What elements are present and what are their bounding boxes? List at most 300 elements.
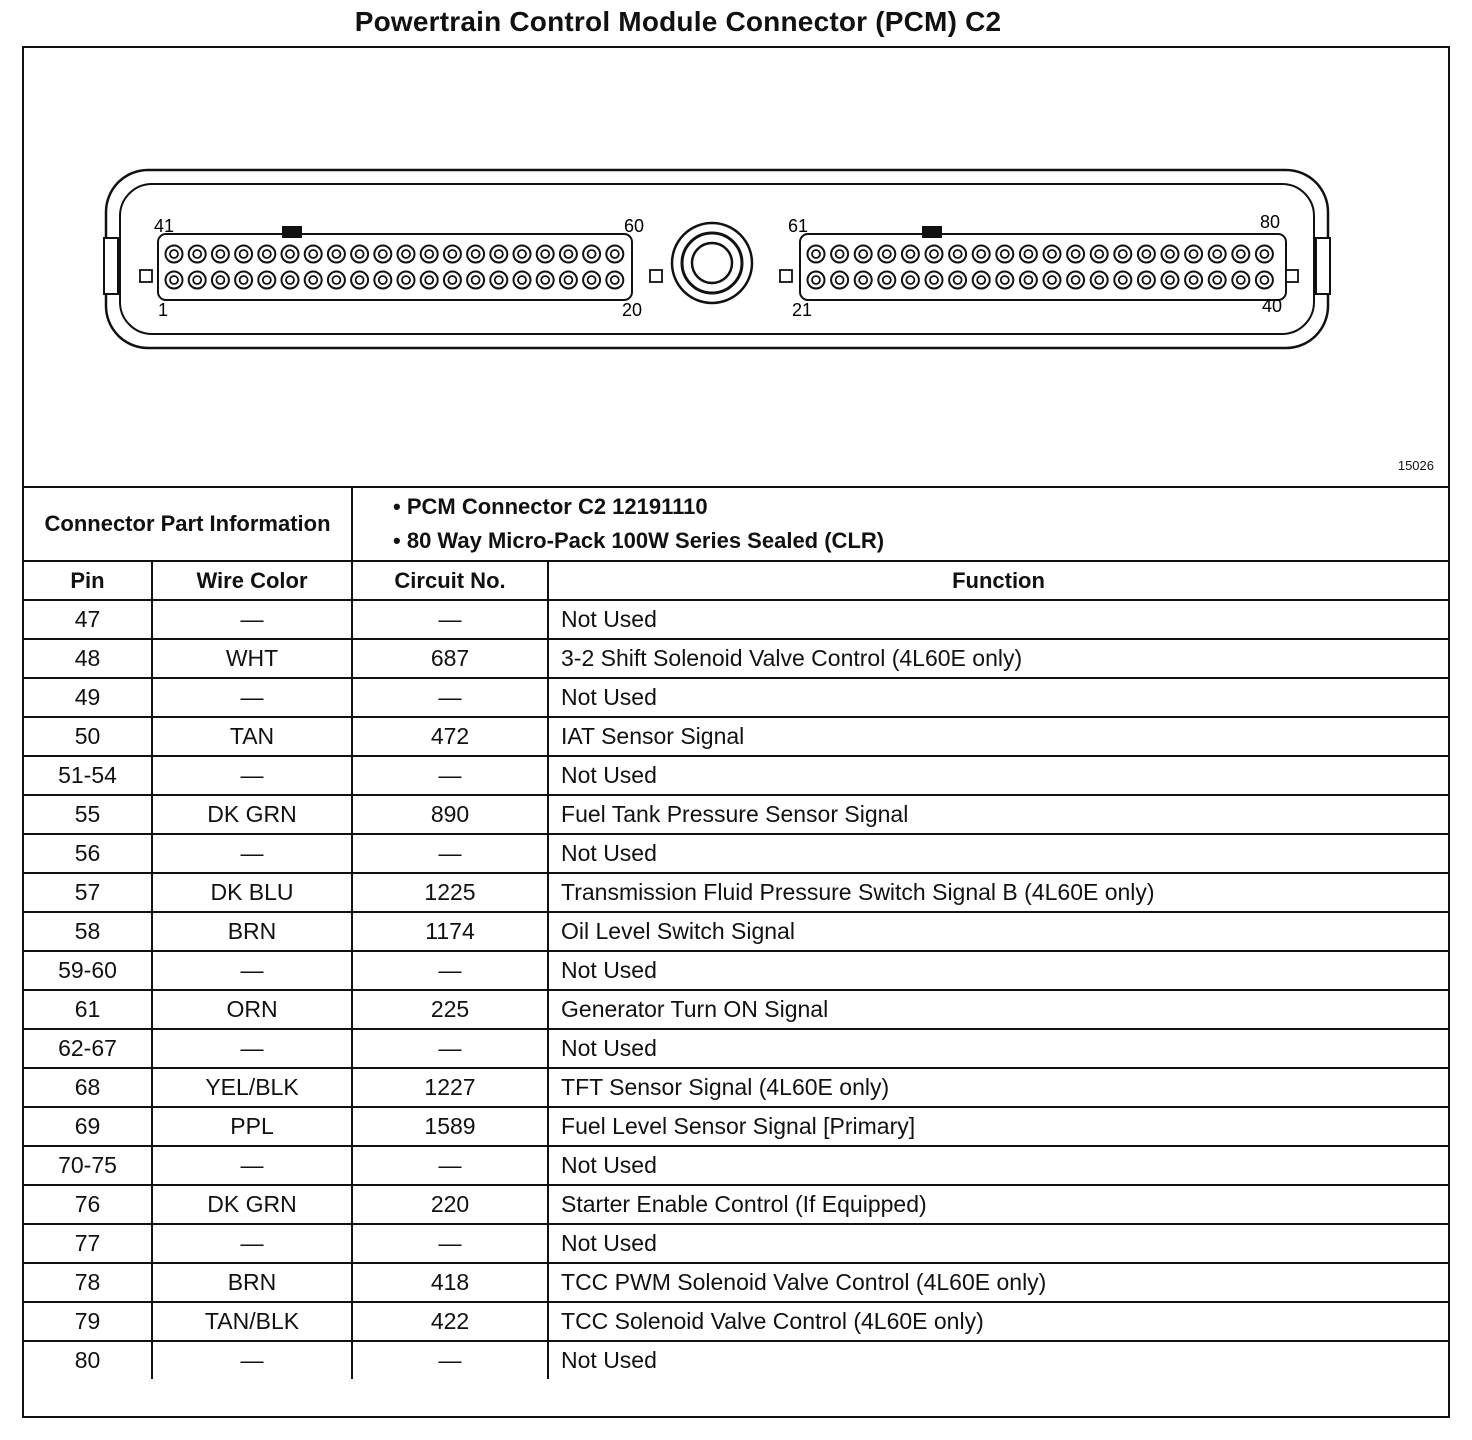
pin-socket xyxy=(606,246,623,263)
pin-socket xyxy=(514,272,531,289)
column-header-wire-color: Wire Color xyxy=(152,561,352,600)
pin-socket xyxy=(351,272,368,289)
connector-part-info-values xyxy=(352,487,1448,561)
function-cell: Generator Turn ON Signal xyxy=(548,990,1448,1029)
pin-label-40: 40 xyxy=(1262,296,1283,316)
table-row xyxy=(24,600,1448,639)
function-cell: Not Used xyxy=(548,1341,1448,1379)
pin-socket-inner xyxy=(1119,276,1127,284)
function-cell: Not Used xyxy=(548,678,1448,717)
left-pin-block xyxy=(158,234,632,300)
pin-socket xyxy=(1162,246,1179,263)
pin-cell: 47 xyxy=(24,600,152,639)
pin-socket xyxy=(1185,246,1202,263)
pin-socket xyxy=(351,246,368,263)
pin-socket-inner xyxy=(170,276,178,284)
pin-socket xyxy=(583,272,600,289)
circuit-no-cell: — xyxy=(352,951,548,990)
circuit-no-cell: 890 xyxy=(352,795,548,834)
function-cell: Not Used xyxy=(548,834,1448,873)
wire-color-cell: DK GRN xyxy=(152,795,352,834)
left-outer-key xyxy=(140,270,152,282)
pin-socket xyxy=(537,272,554,289)
pin-socket-inner xyxy=(812,276,820,284)
function-cell: Oil Level Switch Signal xyxy=(548,912,1448,951)
column-header-circuit-no: Circuit No. xyxy=(352,561,548,600)
connector-series: • 80 Way Micro-Pack 100W Series Sealed (CLR) xyxy=(393,528,885,553)
pin-socket-inner xyxy=(588,276,596,284)
pin-socket-inner xyxy=(883,250,891,258)
table-row xyxy=(24,951,1448,990)
pin-socket-inner xyxy=(332,250,340,258)
pin-socket-inner xyxy=(1260,250,1268,258)
left-index-mark xyxy=(282,226,302,238)
pin-socket-inner xyxy=(954,250,962,258)
pin-socket-inner xyxy=(193,250,201,258)
pin-socket-inner xyxy=(564,250,572,258)
wire-color-cell: DK BLU xyxy=(152,873,352,912)
circuit-no-cell: 220 xyxy=(352,1185,548,1224)
wire-color-cell: TAN xyxy=(152,717,352,756)
pin-socket xyxy=(258,272,275,289)
pin-socket xyxy=(1232,272,1249,289)
pin-socket xyxy=(1185,272,1202,289)
pin-socket-inner xyxy=(906,250,914,258)
circuit-no-cell: — xyxy=(352,756,548,795)
wire-color-cell: — xyxy=(152,1341,352,1379)
pin-socket-inner xyxy=(930,276,938,284)
pin-socket xyxy=(902,246,919,263)
wire-color-cell: — xyxy=(152,951,352,990)
pin-socket xyxy=(831,246,848,263)
circuit-no-cell: 1225 xyxy=(352,873,548,912)
function-cell: TCC PWM Solenoid Valve Control (4L60E only) xyxy=(548,1263,1448,1302)
wire-color-cell: YEL/BLK xyxy=(152,1068,352,1107)
pin-label-41: 41 xyxy=(154,216,175,236)
circuit-no-cell: — xyxy=(352,678,548,717)
pin-socket-inner xyxy=(1213,276,1221,284)
pin-socket-inner xyxy=(1142,250,1150,258)
pin-socket-inner xyxy=(425,250,433,258)
table-row xyxy=(24,912,1448,951)
pin-socket-inner xyxy=(518,250,526,258)
function-cell: IAT Sensor Signal xyxy=(548,717,1448,756)
pin-socket xyxy=(398,246,415,263)
right-latch xyxy=(1316,238,1330,294)
left-inner-key xyxy=(650,270,662,282)
column-header-function: Function xyxy=(548,561,1448,600)
pin-socket-inner xyxy=(1048,276,1056,284)
function-cell: Not Used xyxy=(548,1146,1448,1185)
circuit-no-cell: 1174 xyxy=(352,912,548,951)
pin-socket-inner xyxy=(356,250,364,258)
table-row xyxy=(24,990,1448,1029)
connector-part-info-label xyxy=(24,487,352,561)
pin-socket-inner xyxy=(472,276,480,284)
pin-socket xyxy=(282,246,299,263)
pin-socket-inner xyxy=(379,276,387,284)
wire-color-cell: BRN xyxy=(152,912,352,951)
pin-socket xyxy=(398,272,415,289)
pinout-table-body xyxy=(24,600,1448,1379)
pin-socket-inner xyxy=(836,276,844,284)
pin-socket xyxy=(560,246,577,263)
pin-socket-inner xyxy=(1237,276,1245,284)
pin-socket xyxy=(1091,246,1108,263)
pin-cell: 48 xyxy=(24,639,152,678)
pin-socket xyxy=(1138,272,1155,289)
wire-color-cell: — xyxy=(152,600,352,639)
left-pins xyxy=(166,246,624,289)
pin-socket xyxy=(1232,246,1249,263)
pin-socket xyxy=(490,246,507,263)
pin-socket-inner xyxy=(1237,250,1245,258)
connector-diagram xyxy=(24,48,1448,488)
pin-socket xyxy=(235,246,252,263)
right-outer-key xyxy=(1286,270,1298,282)
function-cell: 3-2 Shift Solenoid Valve Control (4L60E only) xyxy=(548,639,1448,678)
circuit-no-cell: — xyxy=(352,1029,548,1068)
wire-color-cell: DK GRN xyxy=(152,1185,352,1224)
wire-color-cell: — xyxy=(152,1029,352,1068)
pin-socket xyxy=(467,272,484,289)
pin-socket-inner xyxy=(588,250,596,258)
right-index-mark xyxy=(922,226,942,238)
pin-socket xyxy=(878,246,895,263)
pin-socket xyxy=(166,272,183,289)
pin-socket-inner xyxy=(472,250,480,258)
connector-housing-outer xyxy=(106,170,1328,348)
pin-socket-inner xyxy=(977,250,985,258)
pin-socket-inner xyxy=(495,276,503,284)
pin-socket xyxy=(878,272,895,289)
pin-socket-inner xyxy=(564,276,572,284)
pin-socket xyxy=(949,272,966,289)
connector-part-number: • PCM Connector C2 12191110 xyxy=(393,494,708,519)
pin-socket-inner xyxy=(1095,250,1103,258)
pin-socket xyxy=(1209,246,1226,263)
pin-socket xyxy=(808,272,825,289)
pin-socket xyxy=(831,272,848,289)
connector-housing-inner xyxy=(120,184,1314,334)
pin-socket xyxy=(949,246,966,263)
pin-socket-inner xyxy=(541,276,549,284)
pin-socket xyxy=(374,246,391,263)
pin-socket xyxy=(560,272,577,289)
center-bolt-outer xyxy=(672,223,752,303)
pin-socket-inner xyxy=(402,276,410,284)
pin-socket-inner xyxy=(286,250,294,258)
pin-socket xyxy=(1114,272,1131,289)
function-cell: Starter Enable Control (If Equipped) xyxy=(548,1185,1448,1224)
pin-label-60: 60 xyxy=(624,216,645,236)
pin-socket xyxy=(902,272,919,289)
pin-socket xyxy=(490,272,507,289)
pin-socket xyxy=(537,246,554,263)
pin-socket xyxy=(421,246,438,263)
pin-socket-inner xyxy=(216,276,224,284)
pin-cell: 51-54 xyxy=(24,756,152,795)
wire-color-cell: WHT xyxy=(152,639,352,678)
pin-cell: 69 xyxy=(24,1107,152,1146)
pin-label-1: 1 xyxy=(158,300,169,320)
wire-color-cell: TAN/BLK xyxy=(152,1302,352,1341)
pin-socket xyxy=(1256,272,1273,289)
pin-socket xyxy=(996,272,1013,289)
pin-socket-inner xyxy=(1213,250,1221,258)
pin-socket-inner xyxy=(1024,276,1032,284)
table-row xyxy=(24,1029,1448,1068)
connector-drawing xyxy=(24,48,1448,486)
function-cell: Not Used xyxy=(548,600,1448,639)
table-row xyxy=(24,1302,1448,1341)
pin-cell: 56 xyxy=(24,834,152,873)
circuit-no-cell: 472 xyxy=(352,717,548,756)
pin-socket xyxy=(1138,246,1155,263)
pin-cell: 55 xyxy=(24,795,152,834)
pin-socket-inner xyxy=(263,276,271,284)
pin-socket xyxy=(305,272,322,289)
pin-socket xyxy=(1114,246,1131,263)
pin-socket xyxy=(189,272,206,289)
pin-socket-inner xyxy=(859,276,867,284)
pin-socket-inner xyxy=(611,276,619,284)
pin-socket xyxy=(1209,272,1226,289)
table-row xyxy=(24,1185,1448,1224)
table-row xyxy=(24,873,1448,912)
pin-socket-inner xyxy=(1024,250,1032,258)
table-row xyxy=(24,795,1448,834)
circuit-no-cell: — xyxy=(352,1224,548,1263)
pin-socket xyxy=(1256,246,1273,263)
pin-cell: 57 xyxy=(24,873,152,912)
table-row xyxy=(24,1224,1448,1263)
pin-socket-inner xyxy=(240,276,248,284)
pin-cell: 62-67 xyxy=(24,1029,152,1068)
left-latch xyxy=(104,238,118,294)
pin-socket-inner xyxy=(541,250,549,258)
pin-socket-inner xyxy=(379,250,387,258)
table-row xyxy=(24,717,1448,756)
pin-socket-inner xyxy=(1001,276,1009,284)
center-bolt-inner xyxy=(692,243,732,283)
pin-socket xyxy=(467,246,484,263)
table-row xyxy=(24,1263,1448,1302)
pin-cell: 50 xyxy=(24,717,152,756)
pin-socket-inner xyxy=(1166,276,1174,284)
pin-socket-inner xyxy=(425,276,433,284)
pin-socket-inner xyxy=(883,276,891,284)
table-header-row xyxy=(24,561,1448,600)
circuit-no-cell: 687 xyxy=(352,639,548,678)
wire-color-cell: ORN xyxy=(152,990,352,1029)
pin-socket-inner xyxy=(286,276,294,284)
pin-socket xyxy=(1020,272,1037,289)
pin-socket xyxy=(305,246,322,263)
pin-cell: 79 xyxy=(24,1302,152,1341)
pin-socket-inner xyxy=(812,250,820,258)
pin-socket-inner xyxy=(1048,250,1056,258)
pin-socket xyxy=(1020,246,1037,263)
function-cell: Not Used xyxy=(548,1224,1448,1263)
connector-info-row xyxy=(24,487,1448,561)
pin-socket xyxy=(926,272,943,289)
table-row xyxy=(24,639,1448,678)
pin-socket-inner xyxy=(1095,276,1103,284)
pin-socket-inner xyxy=(356,276,364,284)
pin-socket-inner xyxy=(518,276,526,284)
pin-cell: 80 xyxy=(24,1341,152,1379)
right-inner-key xyxy=(780,270,792,282)
table-row xyxy=(24,1107,1448,1146)
table-row xyxy=(24,678,1448,717)
table-row xyxy=(24,1341,1448,1379)
wire-color-cell: — xyxy=(152,1224,352,1263)
pin-socket-inner xyxy=(977,276,985,284)
function-cell: Fuel Tank Pressure Sensor Signal xyxy=(548,795,1448,834)
pin-socket xyxy=(328,272,345,289)
function-cell: TFT Sensor Signal (4L60E only) xyxy=(548,1068,1448,1107)
pin-socket xyxy=(973,272,990,289)
pin-cell: 58 xyxy=(24,912,152,951)
pin-socket xyxy=(189,246,206,263)
pin-socket-inner xyxy=(906,276,914,284)
pin-socket xyxy=(235,272,252,289)
pin-socket xyxy=(583,246,600,263)
pin-socket xyxy=(282,272,299,289)
pin-cell: 49 xyxy=(24,678,152,717)
pin-socket-inner xyxy=(1142,276,1150,284)
wire-color-cell: — xyxy=(152,678,352,717)
pin-socket xyxy=(855,246,872,263)
circuit-no-cell: — xyxy=(352,834,548,873)
pin-socket xyxy=(444,246,461,263)
table-row xyxy=(24,834,1448,873)
pin-socket xyxy=(328,246,345,263)
table-row xyxy=(24,1146,1448,1185)
document-frame xyxy=(22,46,1450,1418)
pin-socket xyxy=(212,272,229,289)
pin-socket xyxy=(1044,246,1061,263)
pin-socket xyxy=(514,246,531,263)
wire-color-cell: — xyxy=(152,756,352,795)
pin-socket xyxy=(166,246,183,263)
connector-part-info-text: Connector Part Information xyxy=(44,511,331,536)
pin-socket xyxy=(212,246,229,263)
wire-color-cell: — xyxy=(152,1146,352,1185)
circuit-no-cell: — xyxy=(352,1341,548,1379)
circuit-no-cell: 418 xyxy=(352,1263,548,1302)
pin-socket-inner xyxy=(930,250,938,258)
pin-socket-inner xyxy=(1260,276,1268,284)
pin-cell: 61 xyxy=(24,990,152,1029)
pin-socket xyxy=(855,272,872,289)
pin-socket xyxy=(606,272,623,289)
pin-socket xyxy=(1162,272,1179,289)
pin-socket-inner xyxy=(402,250,410,258)
pin-socket-inner xyxy=(448,250,456,258)
pin-socket xyxy=(1067,272,1084,289)
pin-socket xyxy=(1044,272,1061,289)
function-cell: Not Used xyxy=(548,951,1448,990)
pin-cell: 78 xyxy=(24,1263,152,1302)
pin-cell: 68 xyxy=(24,1068,152,1107)
pin-socket-inner xyxy=(448,276,456,284)
pin-socket xyxy=(926,246,943,263)
wire-color-cell: PPL xyxy=(152,1107,352,1146)
pin-socket-inner xyxy=(309,276,317,284)
pin-socket-inner xyxy=(309,250,317,258)
pin-label-20: 20 xyxy=(622,300,643,320)
pin-socket-inner xyxy=(1001,250,1009,258)
column-header-pin: Pin xyxy=(24,561,152,600)
pin-socket xyxy=(258,246,275,263)
pin-cell: 76 xyxy=(24,1185,152,1224)
pin-label-21: 21 xyxy=(792,300,813,320)
pin-socket xyxy=(996,246,1013,263)
circuit-no-cell: 225 xyxy=(352,990,548,1029)
pin-label-61: 61 xyxy=(788,216,809,236)
pinout-table xyxy=(24,486,1448,1379)
pin-socket xyxy=(444,272,461,289)
table-row xyxy=(24,756,1448,795)
pin-socket xyxy=(1091,272,1108,289)
pin-socket-inner xyxy=(1072,250,1080,258)
circuit-no-cell: — xyxy=(352,600,548,639)
function-cell: Not Used xyxy=(548,1029,1448,1068)
function-cell: Not Used xyxy=(548,756,1448,795)
circuit-no-cell: 1227 xyxy=(352,1068,548,1107)
pin-socket-inner xyxy=(1166,250,1174,258)
pin-socket-inner xyxy=(332,276,340,284)
pin-cell: 77 xyxy=(24,1224,152,1263)
pin-socket-inner xyxy=(193,276,201,284)
pin-socket xyxy=(808,246,825,263)
wire-color-cell: — xyxy=(152,834,352,873)
table-row xyxy=(24,1068,1448,1107)
pin-socket xyxy=(1067,246,1084,263)
pin-socket-inner xyxy=(263,250,271,258)
right-pin-block xyxy=(800,234,1286,300)
pin-socket xyxy=(973,246,990,263)
circuit-no-cell: — xyxy=(352,1146,548,1185)
pin-socket-inner xyxy=(859,250,867,258)
circuit-no-cell: 1589 xyxy=(352,1107,548,1146)
figure-id: 15026 xyxy=(1397,458,1434,473)
function-cell: Fuel Level Sensor Signal [Primary] xyxy=(548,1107,1448,1146)
pin-label-80: 80 xyxy=(1260,212,1281,232)
pin-socket-inner xyxy=(836,250,844,258)
pin-cell: 70-75 xyxy=(24,1146,152,1185)
pin-socket-inner xyxy=(170,250,178,258)
circuit-no-cell: 422 xyxy=(352,1302,548,1341)
pin-socket-inner xyxy=(611,250,619,258)
function-cell: TCC Solenoid Valve Control (4L60E only) xyxy=(548,1302,1448,1341)
pin-socket-inner xyxy=(495,250,503,258)
pin-socket-inner xyxy=(240,250,248,258)
pin-socket xyxy=(421,272,438,289)
right-pins xyxy=(808,246,1273,289)
pin-socket-inner xyxy=(954,276,962,284)
pin-socket-inner xyxy=(1072,276,1080,284)
wire-color-cell: BRN xyxy=(152,1263,352,1302)
pin-cell: 59-60 xyxy=(24,951,152,990)
pin-socket-inner xyxy=(1190,276,1198,284)
pin-socket xyxy=(374,272,391,289)
pin-socket-inner xyxy=(1119,250,1127,258)
pin-socket-inner xyxy=(1190,250,1198,258)
pin-socket-inner xyxy=(216,250,224,258)
